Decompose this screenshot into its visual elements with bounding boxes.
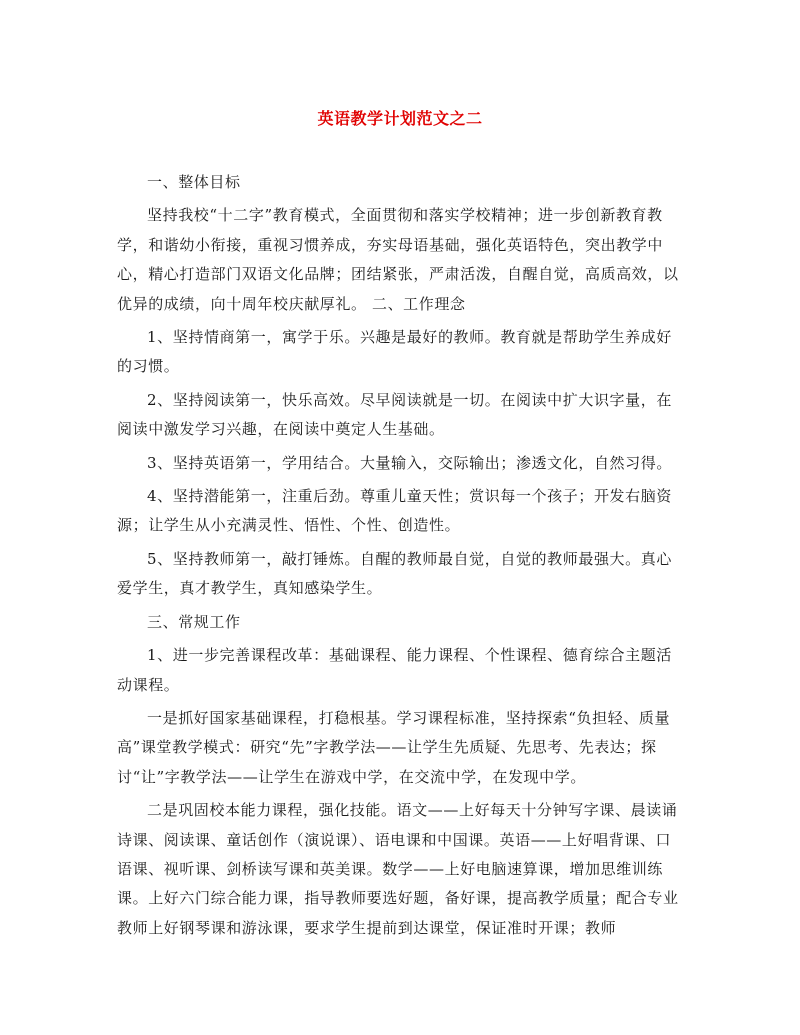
paragraph-principle-2: 2、坚持阅读第一，快乐高效。尽早阅读就是一切。在阅读中扩大识字量，在阅读中激发学习兴趣，在阅读中奠定人生基础。 (117, 390, 672, 439)
document-title: 英语教学计划范文之二 (317, 109, 483, 128)
paragraph-goals: 坚持我校“十二字”教育模式，全面贯彻和落实学校精神；进一步创新教育教学，和谐幼小衔接，重视习惯养成，夯实母语基础，强化英语特色，突出教学中心，精心打造部门双语文化品牌；团结紧张，严肃活泼，自醒自觉，高质高效，以优异的成绩，向十周年校庆献厚礼。 二、工作理念 (117, 206, 679, 313)
paragraph-principle-5: 5、坚持教师第一，敲打锤炼。自醒的教师最自觉，自觉的教师最强大。真心爱学生，真才教学生，真知感染学生。 (117, 549, 672, 598)
paragraph-principle-4: 4、坚持潜能第一，注重后劲。尊重儿童天性；赏识每一个孩子；开发右脑资源；让学生从小充满灵性、悟性、个性、创造性。 (117, 487, 672, 535)
paragraph-routine-school: 二是巩固校本能力课程，强化技能。语文——上好每天十分钟写字课、晨读诵诗课、阅读课、童话创作（演说课）、语电课和中国课。英语——上好唱背课、口语课、视听课、剑桥读写课和英美课。数学——上好电脑速算课，增加思维训练课。上好六门综合能力课，指导教师要选好题，备好课，提高教学质量；配合专业教师上好钢琴课和游泳课，要求学生提前到达课堂，保证准时开课；教师 (117, 801, 679, 937)
section-heading-routine: 三、常规工作 (147, 612, 241, 631)
paragraph-principle-3: 3、坚持英语第一，学用结合。大量输入，交际输出；渗透文化，自然习得。 (147, 453, 672, 472)
paragraph-routine-national: 一是抓好国家基础课程，打稳根基。学习课程标准，坚持探索“负担轻、质量高”课堂教学模式：研究“先”字教学法——让学生先质疑、先思考、先表达；探讨“让”字教学法——让学生在游戏中学，在交流中学，在发现中学。 (117, 708, 671, 786)
paragraph-principle-1: 1、坚持情商第一，寓学于乐。兴趣是最好的教师。教育就是帮助学生养成好的习惯。 (117, 328, 672, 376)
document-body (117, 168, 683, 947)
paragraph-routine-1: 1、进一步完善课程改革：基础课程、能力课程、个性课程、德育综合主题活动课程。 (117, 646, 672, 694)
section-heading-goals: 一、整体目标 (147, 173, 241, 191)
